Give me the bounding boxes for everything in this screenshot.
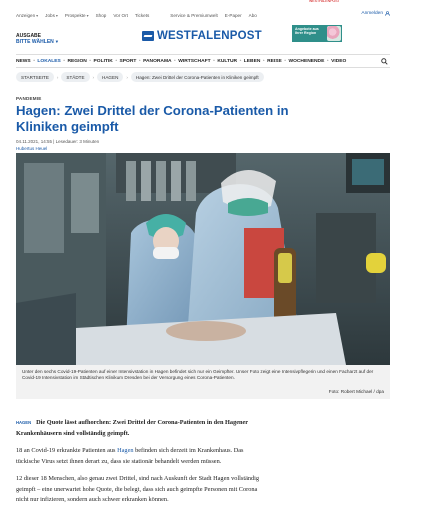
nav-item-leben[interactable]: LEBEN <box>243 58 261 64</box>
login-button[interactable]: Anmelden <box>361 11 390 16</box>
nav-item-sport[interactable]: SPORT <box>119 58 137 64</box>
utility-item-jobs[interactable]: Jobs ▾ <box>45 12 58 18</box>
article-meta: 04.11.2021, 14:55 | Lesedauer: 3 Minuten <box>16 139 100 144</box>
nav-separator: • <box>262 58 265 64</box>
dateline: HAGEN <box>16 420 32 425</box>
breadcrumb-current: Hagen: Zwei Drittel der Corona-Patienten in Kliniken geimpft <box>131 72 264 82</box>
chevron-down-icon: ▾ <box>36 12 39 18</box>
chevron-down-icon: ▾ <box>86 12 89 18</box>
top-promo-strip: WESTFALENPOST <box>309 0 340 3</box>
nav-separator: • <box>138 58 141 64</box>
edition-selector[interactable] <box>16 33 58 45</box>
utility-bar <box>16 11 390 19</box>
nav-item-region[interactable]: REGION <box>67 58 87 64</box>
utility-item-abo[interactable]: Abo <box>248 12 257 18</box>
utility-item-epaper[interactable]: E-Paper <box>224 12 242 18</box>
edition-label: AUSGABE <box>16 33 42 39</box>
user-icon <box>385 11 390 16</box>
nav-separator: • <box>326 58 329 64</box>
nav-item-lokales[interactable]: LOKALES <box>37 58 61 64</box>
caption-text: Unter den sechs Covid-19-Patienten auf einer Intensivstation in Hagen befindet sich nur ein Geimpfter. Unser Foto zeigt eine Intensivpflegerin und einen Facharzt auf der Covid-19 Intensivstation im Städtischen Klinikum Dresden bei der Versorgung eines Corona-Patienten. <box>22 369 374 380</box>
paragraph: 18 an Covid-19 erkrankte Patienten aus Hagen befinden sich derzeit im Krankenhaus. Das tückische Virus setzt ihnen derart zu, dass sie stationär behandelt werden müssen. <box>16 447 244 465</box>
breadcrumb-separator-icon: › <box>126 74 128 80</box>
nav-item-kultur[interactable]: KULTUR <box>217 58 238 64</box>
breadcrumb-item[interactable]: HAGEN <box>97 72 123 82</box>
nav-item-wirtschaft[interactable]: WIRTSCHAFT <box>178 58 211 64</box>
utility-item-tickets[interactable]: Tickets <box>134 12 150 18</box>
paragraph: 12 dieser 18 Menschen, also genau zwei Drittel, sind nach Auskunft der Stadt Hagen vollständig geimpft – eine unerwartet hohe Quote, die belegt, dass sich auch geimpfte Personen mit Corona nicht nur infizieren, sondern auch schwer erkranken können. <box>16 475 260 503</box>
nav-item-panorama[interactable]: PANORAMA <box>143 58 172 64</box>
site-logo[interactable]: WESTFALENPOST <box>142 30 262 42</box>
nav-item-politik[interactable]: POLITIK <box>93 58 113 64</box>
utility-item-vor-ort[interactable]: Vor Ort <box>113 12 128 18</box>
nav-item-wochenende[interactable]: WOCHENENDE <box>288 58 325 64</box>
breadcrumb-item[interactable]: STÄDTE <box>61 72 89 82</box>
hagen-link[interactable]: Hagen <box>117 447 134 454</box>
search-icon[interactable] <box>381 58 388 65</box>
nav-item-reise[interactable]: REISE <box>267 58 282 64</box>
nav-separator: • <box>239 58 242 64</box>
ad-banner[interactable]: Angebote aus Ihrer Region <box>292 25 342 42</box>
utility-item-service[interactable]: Service & Premiumwelt <box>170 12 218 18</box>
edition-choose: BITTE WÄHLEN <box>16 39 54 45</box>
nav-item-video[interactable]: VIDEO <box>331 58 347 64</box>
icu-photo-illustration <box>16 153 390 365</box>
chevron-down-icon: ▾ <box>55 12 58 18</box>
nav-separator: • <box>284 58 286 64</box>
chevron-down-icon: ▾ <box>55 39 59 44</box>
lead-paragraph: HAGEN Die Quote lässt aufhorchen: Zwei Drittel der Corona-Patienten in den Hagener Krankenhäusern sind vollständig geimpft. <box>16 419 248 437</box>
site-header <box>16 24 390 50</box>
logo-mark-icon <box>142 31 154 41</box>
nav-separator: • <box>174 58 176 64</box>
article-body <box>16 418 266 513</box>
nav-separator: • <box>89 58 92 64</box>
flower-image <box>327 26 341 41</box>
photo-caption <box>16 365 390 399</box>
main-nav <box>16 54 390 68</box>
article-kicker: PANDEMIE <box>16 96 42 101</box>
nav-separator: • <box>33 58 35 64</box>
breadcrumb-separator-icon: › <box>56 74 59 80</box>
photo-credit: Foto: Robert Michael / dpa <box>328 389 384 394</box>
nav-item-news[interactable]: NEWS <box>16 58 31 64</box>
nav-separator: • <box>213 58 215 64</box>
article-title: Hagen: Zwei Drittel der Corona-Patienten in Kliniken geimpft <box>16 103 289 134</box>
breadcrumb-separator-icon: › <box>92 74 95 80</box>
utility-item-anzeigen[interactable]: Anzeigen ▾ <box>16 12 39 18</box>
utility-item-prospekte[interactable]: Prospekte ▾ <box>64 12 89 18</box>
nav-separator: • <box>115 58 118 64</box>
article-photo[interactable] <box>16 153 390 365</box>
breadcrumb-item[interactable]: STARTSEITE <box>16 72 54 82</box>
utility-item-shop[interactable]: Shop <box>95 12 107 18</box>
nav-separator: • <box>63 58 65 64</box>
article-author[interactable]: Hubertus Heuel <box>16 146 48 151</box>
breadcrumb <box>16 72 264 82</box>
